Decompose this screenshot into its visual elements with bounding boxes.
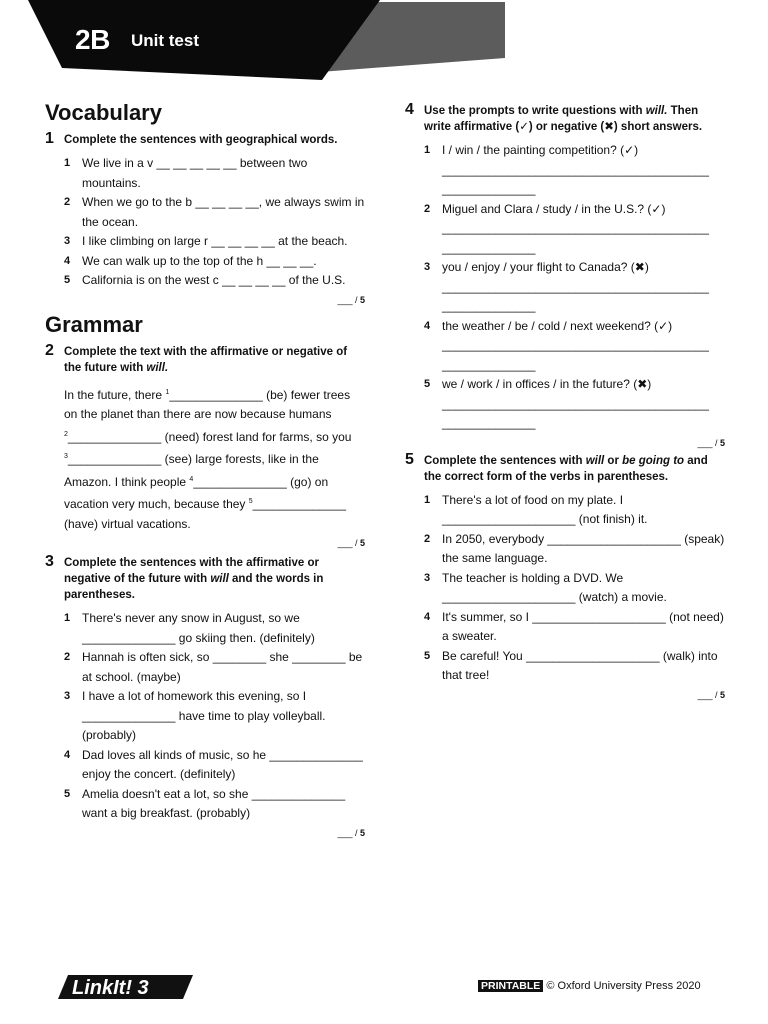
item-text: In 2050, everybody ____________________ (speak) the same language.: [442, 531, 725, 565]
exercise-item: [424, 647, 725, 686]
item-number: 2: [424, 532, 431, 545]
item-number: 1: [424, 493, 431, 506]
gap-fill-text: In the future, there $^1$______________ (be) fewer trees on the planet than there are now because humans $^2$______________ (need) forest land for farms, so you $^3$______________ (see) large forests, like in the Amazon. I think people $^4$______________ (go) on vacation very much, because they $^5$______________ (have) virtual vacations.: [64, 387, 352, 531]
score-box: ___ / 5: [337, 294, 365, 305]
exercise-item: [64, 648, 365, 687]
item-text: When we go to the b __ __ __ __, we always swim in the ocean.: [82, 195, 365, 229]
exercise-item: [64, 785, 365, 824]
item-number: 5: [64, 274, 71, 286]
exercise-item: [424, 258, 725, 317]
item-number: 4: [424, 610, 431, 623]
exercise-item: [64, 232, 365, 252]
unit-title: Unit test: [131, 31, 199, 50]
answer-line[interactable]: ______________: [442, 357, 536, 372]
exercise-item: [424, 317, 725, 376]
exercise-instruction: Complete the sentences with will or be going to and the correct form of the verbs in parentheses.: [424, 454, 708, 483]
exercise-instruction: Complete the sentences with the affirmative or negative of the future with will and the words in parentheses.: [64, 557, 324, 601]
item-number: 2: [424, 202, 431, 215]
item-text: Hannah is often sick, so ________ she ________ be at school. (maybe): [82, 650, 363, 684]
score-box: ___ / 5: [337, 538, 365, 548]
answer-line[interactable]: ______________: [442, 416, 536, 430]
exercise-item: [64, 154, 365, 193]
exercise-item: [424, 200, 725, 259]
exercise-item: [424, 530, 725, 569]
item-text: Miguel and Clara / study / in the U.S.? (✓): [442, 201, 666, 216]
exercise-item: [424, 141, 725, 200]
item-text: The teacher is holding a DVD. We ____________________ (watch) a movie.: [442, 570, 667, 604]
exercise-instruction: Use the prompts to write questions with will. Then write affirmative (✓) or negative (✖) short answers.: [424, 105, 703, 133]
item-text: we / work / in offices / in the future? (✖): [442, 377, 652, 391]
exercise-2: [45, 341, 365, 550]
grammar-heading: Grammar: [45, 311, 143, 337]
item-text: California is on the west c __ __ __ __ of the U.S.: [82, 273, 346, 287]
item-number: 4: [64, 748, 71, 761]
exercise-3-items: [64, 609, 365, 824]
item-number: 2: [64, 651, 71, 663]
linkit-logo: [58, 969, 208, 1006]
item-number: 5: [424, 378, 431, 390]
item-text: I / win / the painting competition? (✓): [442, 143, 639, 157]
exercise-number: 2: [45, 341, 54, 359]
item-number: 3: [424, 571, 431, 584]
answer-line[interactable]: ______________: [442, 240, 536, 255]
exercise-number: 1: [45, 130, 54, 147]
exercise-5-items: [424, 491, 725, 686]
item-number: 4: [64, 254, 71, 267]
item-text: I like climbing on large r __ __ __ __ at the beach.: [82, 234, 348, 248]
item-number: 1: [424, 144, 431, 156]
copyright-text: © Oxford University Press 2020: [546, 980, 701, 992]
item-number: 5: [424, 649, 431, 662]
exercise-item: [424, 375, 725, 434]
score-box: ___ / 5: [337, 827, 365, 838]
exercise-1-items: [64, 154, 365, 291]
answer-line[interactable]: ________________________________________: [442, 279, 709, 294]
item-text: you / enjoy / your flight to Canada? (✖): [442, 260, 649, 274]
answer-line[interactable]: ________________________________________: [442, 396, 709, 411]
item-number: 1: [64, 612, 71, 624]
exercise-4: [405, 103, 725, 449]
item-text: Dad loves all kinds of music, so he ______________ enjoy the concert. (definitely): [82, 747, 363, 781]
item-number: 5: [64, 787, 71, 800]
item-text: the weather / be / cold / next weekend? (✓): [442, 318, 673, 333]
item-text: We live in a v __ __ __ __ __ between two mountains.: [82, 156, 308, 190]
exercise-item: [424, 569, 725, 608]
svg-text:LinkIt! 3: LinkIt! 3: [72, 977, 149, 999]
vocabulary-heading: Vocabulary: [45, 100, 162, 125]
item-number: 1: [64, 157, 71, 169]
exercise-item: [64, 193, 365, 232]
item-text: There's a lot of food on my plate. I ____________________ (not finish) it.: [442, 492, 648, 526]
score-box: ___ / 5: [697, 689, 725, 700]
right-column: [405, 103, 725, 701]
answer-line[interactable]: ________________________________________: [442, 162, 709, 177]
exercise-item: [64, 746, 365, 785]
exercise-item: [64, 687, 365, 746]
exercise-instruction: Complete the text with the affirmative or negative of the future with will.: [64, 345, 348, 374]
exercise-item: [424, 491, 725, 530]
answer-line[interactable]: ______________: [442, 299, 536, 313]
exercise-number: 3: [45, 553, 54, 570]
answer-line[interactable]: ________________________________________: [442, 221, 709, 235]
exercise-item: [64, 252, 365, 272]
item-text: Amelia doesn't eat a lot, so she ______________ want a big breakfast. (probably): [82, 786, 346, 820]
item-text: It's summer, so I ____________________ (not need) a sweater.: [442, 609, 724, 643]
printable-badge: PRINTABLE: [478, 980, 543, 992]
left-column: [45, 98, 365, 839]
item-number: 3: [64, 690, 71, 702]
answer-line[interactable]: ______________: [442, 182, 536, 196]
exercise-5: [405, 450, 725, 701]
exercise-number: 5: [405, 450, 414, 468]
answer-line[interactable]: ________________________________________: [442, 338, 709, 352]
unit-number: 2B: [75, 24, 110, 55]
exercise-3: [45, 555, 365, 839]
item-text: We can walk up to the top of the h __ __ __.: [82, 253, 317, 268]
item-text: There's never any snow in August, so we ______________ go skiing then. (definitely): [82, 611, 315, 645]
item-text: Be careful! You ____________________ (walk) into that tree!: [442, 648, 718, 682]
exercise-item: [64, 271, 365, 291]
exercise-item: [64, 609, 365, 648]
item-number: 3: [64, 235, 71, 247]
printable-copyright: [478, 980, 701, 992]
exercise-1: [45, 132, 365, 306]
item-text: I have a lot of homework this evening, so I ______________ have time to play volleyball. (probably): [82, 689, 326, 742]
exercise-instruction: Complete the sentences with geographical words.: [64, 134, 338, 146]
item-number: 2: [64, 196, 71, 208]
exercise-4-items: [424, 141, 725, 434]
exercise-item: [424, 608, 725, 647]
score-box: ___ / 5: [697, 437, 725, 448]
item-number: 4: [424, 319, 431, 332]
unit-banner: [0, 0, 520, 90]
item-number: 3: [424, 261, 431, 273]
exercise-number: 4: [405, 101, 414, 118]
